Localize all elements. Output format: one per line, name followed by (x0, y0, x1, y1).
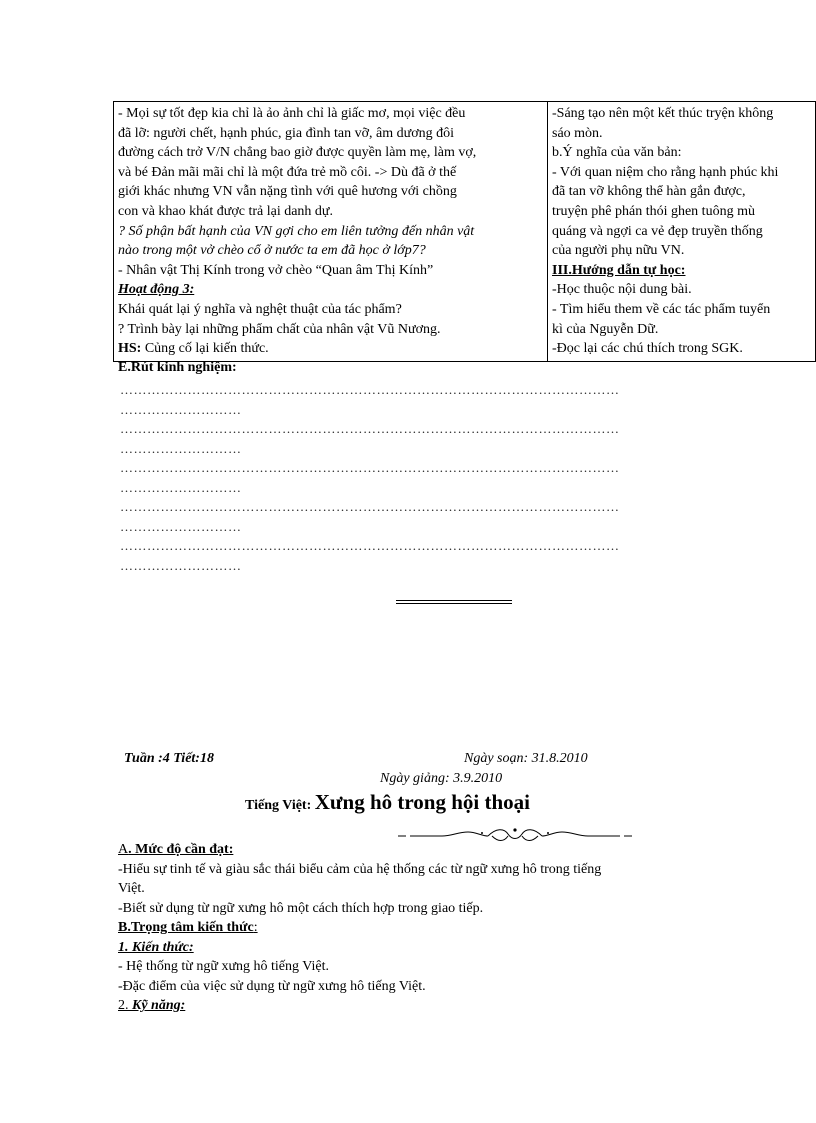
question-line: ? Số phận bất hạnh của VN gợi cho em liên tưởng đến nhân vật (118, 223, 475, 239)
separator-rule (396, 600, 512, 601)
section-a-heading (118, 840, 698, 860)
right-line: quáng và ngợi ca vẻ đẹp truyền thống (552, 223, 763, 239)
answer-line: - Nhân vật Thị Kính trong vở chèo “Quan âm Thị Kính” (118, 262, 434, 278)
right-line: kì của Nguyễn Dữ. (552, 321, 659, 337)
lesson-title: Xưng hô trong hội thoại (314, 790, 531, 814)
right-line: của người phụ nữu VN. (552, 243, 685, 259)
right-line: -Học thuộc nội dung bài. (552, 282, 692, 298)
week-label: Tuần :4 Tiết:18 (124, 751, 214, 766)
activity-line: ? Trình bày lại những phẩm chất của nhân vật Vũ Nương. (118, 321, 441, 337)
left-line: con và khao khát được trả lại danh dự. (118, 203, 334, 219)
lesson-title-line (245, 790, 530, 815)
skills-prefix: 2. (118, 998, 132, 1013)
left-line: đã lỡ: người chết, hạnh phúc, gia đình tan vỡ, âm dương đôi (118, 125, 455, 141)
right-line: - Tìm hiểu them về các tác phẩm tuyển (552, 301, 771, 317)
left-line: - Mọi sự tốt đẹp kia chỉ là ảo ảnh chỉ là giấc mơ, mọi việc đều (118, 106, 466, 121)
dotted-line: ……………………… (120, 519, 242, 534)
section-a (118, 840, 698, 1016)
dotted-line: ……………………… (120, 402, 242, 417)
right-line: -Sáng tạo nên một kết thúc tryện không (552, 106, 774, 121)
dotted-line: ……………………… (120, 441, 242, 456)
section-a-line: Việt. (118, 881, 145, 896)
subject-label: Tiếng Việt: (245, 798, 315, 813)
hs-line (118, 339, 543, 359)
skills-heading (118, 996, 698, 1016)
hs-label: HS: (118, 341, 142, 357)
review-heading: E.Rút kinh nghiệm: (118, 360, 237, 375)
section-a-prefix: A (118, 842, 129, 857)
dotted-line: ………………………………………………………………………………………………… (120, 460, 620, 475)
section-a-line: -Biết sử dụng từ ngữ xưng hô một cách thích hợp trong giao tiếp. (118, 900, 484, 916)
knowledge-line: - Hệ thống từ ngữ xưng hô tiếng Việt. (118, 959, 330, 974)
section-b-colon: : (253, 920, 258, 935)
right-line: b.Ý nghĩa của văn bản: (552, 145, 682, 161)
right-line: sáo mòn. (552, 125, 603, 141)
left-line: giới khác nhưng VN vẫn nặng tình với quê hương với chồng (118, 184, 457, 200)
section-a-title: . Mức độ cần đạt: (128, 842, 234, 857)
skills-title: Kỹ năng: (132, 998, 186, 1013)
knowledge-heading: 1. Kiến thức: (118, 939, 194, 955)
right-line: truyện phê phán thói ghen tuông mù (552, 203, 755, 219)
right-cell (548, 102, 816, 362)
section-a-line: -Hiểu sự tinh tế và giàu sắc thái biểu cảm của hệ thống các từ ngữ xưng hô trong tiếng (118, 861, 602, 877)
dotted-line: ………………………………………………………………………………………………… (120, 499, 620, 514)
dotted-line: ……………………… (120, 480, 242, 495)
dotted-line: ……………………… (120, 558, 242, 573)
dotted-line: ………………………………………………………………………………………………… (120, 538, 620, 553)
section-b-title: B.Trọng tâm kiến thức (118, 920, 254, 935)
right-line: - Với quan niệm cho rằng hạnh phúc khi (552, 164, 779, 180)
right-line: đã tan vỡ không thể hàn gắn được, (552, 184, 746, 200)
teach-date: Ngày giảng: 3.9.2010 (380, 771, 503, 786)
lesson-table (113, 101, 816, 362)
left-line: đường cách trở V/N chẳng bao giờ được quyền làm mẹ, làm vợ, (118, 145, 477, 161)
left-line: và bé Đản mãi mãi chỉ là một đứa trẻ mồ côi. -> Dù đã ở thế (118, 164, 457, 180)
activity-line: Khái quát lại ý nghĩa và nghệt thuật của tác phẩm? (118, 301, 402, 317)
separator-rule (396, 603, 512, 604)
section-b-heading (118, 918, 698, 938)
left-cell (114, 102, 548, 362)
hs-text: Củng cố lại kiến thức. (141, 341, 269, 357)
question-line: nào trong một vở chèo cổ ở nước ta em đã học ở lớp7? (118, 243, 426, 259)
knowledge-line: -Đặc điểm của việc sử dụng từ ngữ xưng hô tiếng Việt. (118, 978, 426, 994)
dotted-line: ………………………………………………………………………………………………… (120, 421, 620, 436)
dotted-line: ………………………………………………………………………………………………… (120, 382, 620, 397)
self-study-heading: III.Hướng dẫn tự học: (552, 262, 686, 278)
activity-heading: Hoạt động 3: (118, 282, 195, 298)
prep-date: Ngày soạn: 31.8.2010 (464, 751, 588, 766)
right-line: -Đọc lại các chú thích trong SGK. (552, 341, 743, 357)
